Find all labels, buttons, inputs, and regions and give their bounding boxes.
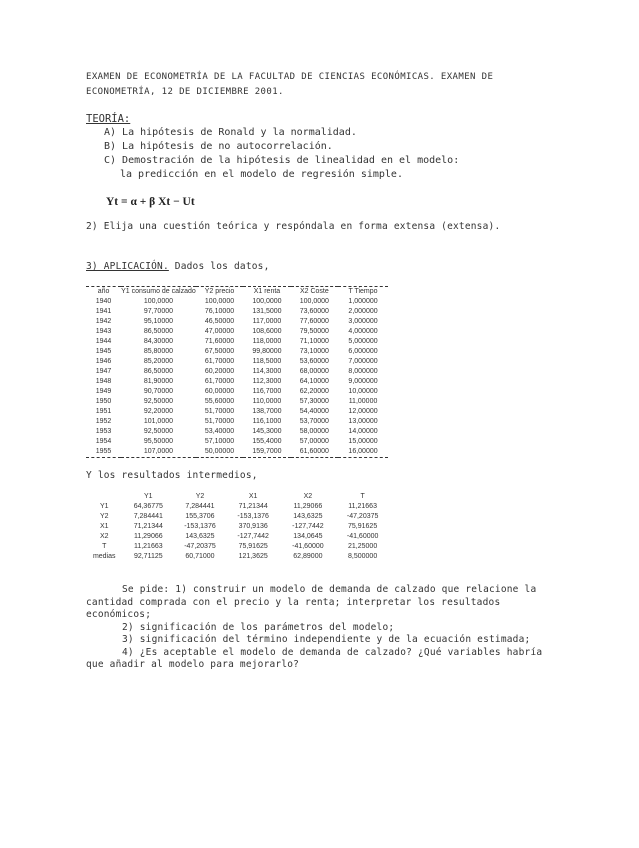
- data-table-header-y1: Y1 consumo de calzado: [121, 288, 196, 295]
- table-row-cell: 118,0000: [252, 338, 282, 345]
- table-row-cell: 61,70000: [204, 358, 235, 365]
- theory-item-b: B) La hipótesis de no autocorrelación.: [104, 141, 333, 152]
- table-row-cell: 5,000000: [348, 338, 378, 345]
- questions-block: [86, 584, 556, 672]
- question-2: 2) Elija una cuestión teórica y respóndala en forma extensa (extensa).: [86, 221, 501, 232]
- table-row-cell: 46,50000: [204, 318, 235, 325]
- results-row-cell: 121,3625: [238, 553, 268, 560]
- results-row-cell: Y1: [99, 503, 109, 510]
- table-row-cell: 13,00000: [348, 418, 378, 425]
- table-row: [86, 317, 388, 327]
- table-row-cell: 159,7000: [252, 448, 282, 455]
- table-row-cell: 1945: [95, 348, 112, 355]
- results-row-cell: -41,60000: [292, 543, 324, 550]
- results-row: [86, 552, 390, 562]
- results-row-cell: 370,9136: [238, 523, 268, 530]
- table-row: [86, 437, 388, 447]
- results-row-cell: Y2: [99, 513, 109, 520]
- table-row-cell: 1948: [95, 378, 112, 385]
- results-row-cell: -47,20375: [184, 543, 216, 550]
- table-row: [86, 417, 388, 427]
- table-row-cell: 67,50000: [204, 348, 235, 355]
- results-row-cell: 71,21344: [238, 503, 268, 510]
- table-row-cell: 53,40000: [204, 428, 235, 435]
- results-row-cell: -127,7442: [292, 523, 324, 530]
- table-row: [86, 327, 388, 337]
- table-row-cell: 53,70000: [299, 418, 329, 425]
- results-table-header-y2: Y2: [195, 493, 205, 500]
- results-row-cell: T: [102, 543, 107, 550]
- table-row-cell: 7,000000: [348, 358, 378, 365]
- table-row-cell: 1940: [95, 298, 112, 305]
- table-row-cell: 1,000000: [348, 298, 378, 305]
- table-row-cell: 79,50000: [299, 328, 329, 335]
- results-row: [86, 532, 390, 542]
- results-row-cell: 155,3706: [185, 513, 215, 520]
- table-row-cell: 58,00000: [299, 428, 329, 435]
- table-row-cell: 155,4000: [252, 438, 282, 445]
- data-table-header-t: T Tiempo: [348, 288, 378, 295]
- results-table-header-x2: X2: [303, 493, 313, 500]
- table-row-cell: 116,7000: [252, 388, 282, 395]
- table-row-cell: 1951: [95, 408, 112, 415]
- table-row-cell: 54,40000: [299, 408, 329, 415]
- results-row-cell: 8,500000: [348, 553, 378, 560]
- table-row-cell: 95,50000: [143, 438, 174, 445]
- table-row-cell: 97,70000: [143, 308, 174, 315]
- table-row: [86, 307, 388, 317]
- table-row-cell: 50,00000: [204, 448, 235, 455]
- theory-list: [104, 126, 544, 182]
- results-row-cell: 75,91625: [348, 523, 378, 530]
- results-row-cell: 71,21344: [133, 523, 163, 530]
- results-row-cell: 64,36775: [133, 503, 163, 510]
- table-row-cell: 90,70000: [143, 388, 174, 395]
- table-row-cell: 145,3000: [252, 428, 282, 435]
- results-row-cell: -153,1376: [184, 523, 216, 530]
- table-row-cell: 2,000000: [348, 308, 378, 315]
- table-row-cell: 3,000000: [348, 318, 378, 325]
- data-table: [86, 286, 388, 458]
- table-row-cell: 118,5000: [252, 358, 282, 365]
- table-row-cell: 100,0000: [252, 298, 282, 305]
- table-row-cell: 71,10000: [299, 338, 329, 345]
- table-row-cell: 47,00000: [204, 328, 235, 335]
- data-table-header-year: año: [97, 288, 110, 295]
- data-table-header-x1: X1 renta: [253, 288, 281, 295]
- table-row-cell: 62,20000: [299, 388, 329, 395]
- data-table-header-y2: Y2 precio: [204, 288, 235, 295]
- table-row-cell: 12,00000: [348, 408, 378, 415]
- results-row: [86, 502, 390, 512]
- table-row: [86, 407, 388, 417]
- results-table-header-x1: X1: [248, 493, 258, 500]
- question-3-label: 3) APLICACIÓN.: [86, 261, 169, 272]
- table-row-cell: 8,000000: [348, 368, 378, 375]
- results-row-cell: 11,29066: [293, 503, 323, 510]
- results-row-cell: -47,20375: [346, 513, 379, 520]
- question-part-3: 3) significación del término independiente y de la ecuación estimada;: [122, 634, 531, 645]
- question-part-2: 2) significación de los parámetros del modelo;: [122, 621, 395, 633]
- table-row-cell: 112,3000: [252, 378, 282, 385]
- table-row-cell: 57,10000: [204, 438, 235, 445]
- results-table-header-y1: Y1: [144, 493, 153, 500]
- results-row-cell: 143,6325: [293, 513, 323, 520]
- table-row-cell: 100,0000: [143, 298, 174, 305]
- exam-header: EXAMEN DE ECONOMETRÍA DE LA FACULTAD DE CIENCIAS ECONÓMICAS. EXAMEN DE ECONOMETRÍA, 12 DE DICIEMBRE 2001.: [86, 72, 494, 97]
- table-row-cell: 57,00000: [299, 438, 329, 445]
- table-row-cell: 61,60000: [299, 448, 329, 455]
- table-row-cell: 1942: [95, 318, 112, 325]
- results-row-cell: 60,71000: [185, 553, 215, 560]
- table-row-cell: 138,7000: [252, 408, 282, 415]
- results-table-header-t: T: [360, 493, 365, 500]
- results-row-cell: 134,0645: [293, 533, 323, 540]
- table-row: [86, 367, 388, 377]
- table-row-cell: 101,0000: [143, 418, 174, 425]
- table-row-cell: 10,00000: [348, 388, 378, 395]
- table-row-cell: 4,000000: [348, 328, 378, 335]
- results-row-cell: 75,91625: [238, 543, 268, 550]
- results-row-cell: medias: [92, 553, 116, 560]
- table-row-cell: 1946: [95, 358, 112, 365]
- table-row-cell: 73,10000: [299, 348, 329, 355]
- results-row-cell: -41,60000: [346, 533, 379, 540]
- table-row-cell: 108,6000: [252, 328, 282, 335]
- table-row-cell: 60,00000: [204, 388, 235, 395]
- table-row-cell: 107,0000: [143, 448, 174, 455]
- table-row-cell: 1955: [95, 448, 112, 455]
- results-row-cell: 11,21663: [133, 543, 163, 550]
- table-row-cell: 92,50000: [143, 398, 174, 405]
- table-row-cell: 81,90000: [143, 378, 174, 385]
- table-row-cell: 64,10000: [299, 378, 329, 385]
- table-row: [86, 397, 388, 407]
- results-row-cell: 11,29066: [133, 533, 163, 540]
- table-row-cell: 6,000000: [348, 348, 378, 355]
- table-row-cell: 15,00000: [348, 438, 378, 445]
- table-row-cell: 95,10000: [143, 318, 174, 325]
- table-row-cell: 92,20000: [143, 408, 174, 415]
- results-row-cell: 11,21663: [348, 503, 377, 510]
- table-row-cell: 68,00000: [299, 368, 329, 375]
- table-row-cell: 77,60000: [299, 318, 329, 325]
- table-row-cell: 86,50000: [143, 368, 174, 375]
- theory-item-c: C) Demostración de la hipótesis de linealidad en el modelo:: [104, 155, 460, 166]
- table-row-cell: 1954: [95, 438, 112, 445]
- results-row-cell: X2: [99, 533, 109, 540]
- table-row: [86, 297, 388, 307]
- results-label: Y los resultados intermedios,: [86, 470, 258, 481]
- table-row-cell: 51,70000: [204, 418, 235, 425]
- table-row: [86, 387, 388, 397]
- table-row-cell: 92,50000: [143, 428, 174, 435]
- results-table-header-blank: [86, 492, 122, 502]
- table-row-cell: 1950: [95, 398, 112, 405]
- table-row-cell: 11,00000: [348, 398, 378, 405]
- table-row-cell: 9,000000: [348, 378, 378, 385]
- table-row-cell: 14,00000: [348, 428, 378, 435]
- table-row: [86, 377, 388, 387]
- table-row: [86, 347, 388, 357]
- table-row-cell: 85,20000: [143, 358, 174, 365]
- table-row-cell: 1943: [95, 328, 112, 335]
- results-row-cell: 21,25000: [348, 543, 378, 550]
- results-row-cell: -153,1376: [237, 513, 269, 520]
- table-row-cell: 84,30000: [143, 338, 174, 345]
- theory-title: TEORÍA:: [86, 113, 131, 125]
- intermediate-results-table: [86, 492, 390, 562]
- table-row-cell: 1952: [95, 418, 112, 425]
- table-row: [86, 357, 388, 367]
- theory-item-c-continued: la predicción en el modelo de regresión simple.: [120, 169, 403, 180]
- results-row: [86, 512, 390, 522]
- table-row-cell: 1947: [95, 368, 112, 375]
- results-row-cell: -127,7442: [237, 533, 269, 540]
- table-row: [86, 337, 388, 347]
- results-row-cell: 143,6325: [185, 533, 215, 540]
- results-row: [86, 522, 390, 532]
- question-3: [86, 261, 270, 272]
- table-row-cell: 117,0000: [252, 318, 282, 325]
- results-row: [86, 542, 390, 552]
- table-row-cell: 73,60000: [299, 308, 329, 315]
- table-row: [86, 447, 388, 458]
- results-row-cell: X1: [99, 523, 109, 530]
- table-row-cell: 1944: [95, 338, 112, 345]
- table-row-cell: 55,60000: [204, 398, 235, 405]
- results-row-cell: 7,284441: [133, 513, 163, 520]
- table-row-cell: 86,50000: [143, 328, 174, 335]
- table-row-cell: 53,60000: [299, 358, 329, 365]
- table-row-cell: 60,20000: [204, 368, 235, 375]
- data-table-header-x2: X2 Coste: [299, 288, 329, 295]
- table-row-cell: 114,3000: [252, 368, 282, 375]
- table-row-cell: 16,00000: [348, 448, 378, 455]
- table-row-cell: 100,0000: [299, 298, 329, 305]
- table-row-cell: 71,60000: [204, 338, 235, 345]
- question-3-text: Dados los datos,: [168, 261, 270, 272]
- table-row-cell: 61,70000: [204, 378, 235, 385]
- table-row-cell: 1941: [95, 308, 112, 315]
- model-formula: Yt = α + β Xt − Ut: [106, 196, 195, 208]
- results-row-cell: 92,71125: [133, 553, 163, 560]
- results-row-cell: 7,284441: [185, 503, 215, 510]
- table-row-cell: 99,80000: [252, 348, 282, 355]
- table-row-cell: 57,30000: [299, 398, 329, 405]
- question-part-1: Se pide: 1) construir un modelo de demanda de calzado que relacione la cantidad comprada con el precio y la renta; interpretar los resultados económicos;: [86, 584, 537, 620]
- theory-item-a: A) La hipótesis de Ronald y la normalidad.: [104, 127, 357, 138]
- table-row-cell: 100,0000: [204, 298, 235, 305]
- table-row-cell: 85,80000: [143, 348, 174, 355]
- question-part-4: 4) ¿Es aceptable el modelo de demanda de calzado? ¿Qué variables habría que añadir al modelo para mejorarlo?: [86, 646, 543, 670]
- table-row-cell: 1953: [95, 428, 112, 435]
- table-row-cell: 110,0000: [252, 398, 282, 405]
- table-row-cell: 1949: [95, 388, 112, 395]
- table-row-cell: 116,1000: [252, 418, 282, 425]
- table-row: [86, 427, 388, 437]
- table-row-cell: 131,5000: [252, 308, 282, 315]
- results-row-cell: 62,89000: [293, 553, 323, 560]
- table-row-cell: 51,70000: [204, 408, 235, 415]
- table-row-cell: 76,10000: [204, 308, 235, 315]
